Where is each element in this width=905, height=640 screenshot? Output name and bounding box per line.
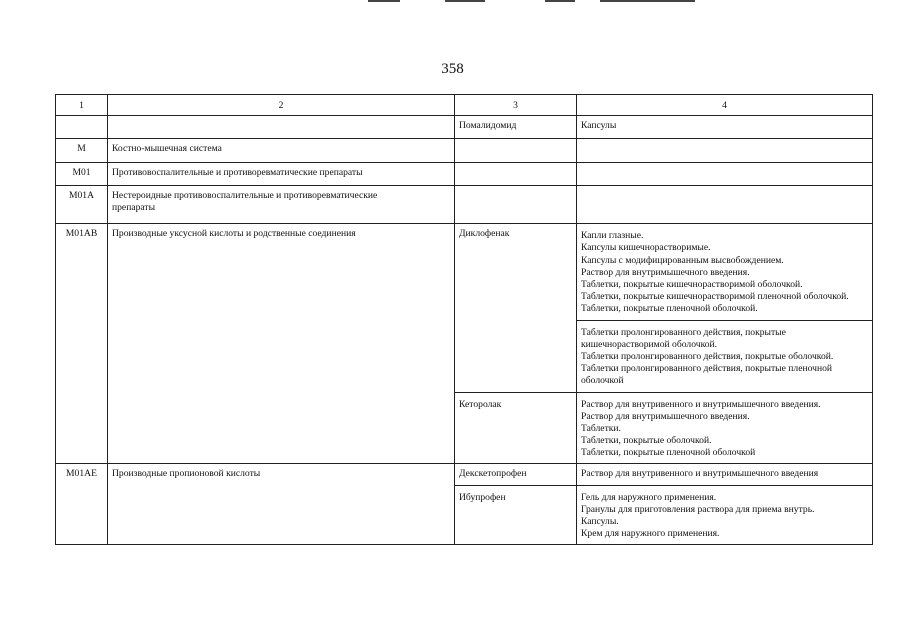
atc-code-cell: M01A (56, 186, 108, 224)
scan-artifact-line (545, 0, 575, 2)
dosage-form-line: Таблетки, покрытые пленочной оболочкой. (581, 303, 758, 315)
dosage-form-line: Гель для наружного применения. (581, 491, 717, 503)
inn-cell: Диклофенак (455, 224, 577, 392)
column-header-1: 1 (56, 95, 108, 116)
dosage-form-line: Таблетки, покрытые кишечнорастворимой пленочной оболочкой. (581, 291, 849, 303)
inn-cell: Декскетопрофен (455, 463, 577, 485)
dosage-form-line: Капли глазные. (581, 230, 644, 242)
dosage-form-line: Капсулы. (581, 516, 619, 528)
column-header-2: 2 (108, 95, 455, 116)
inn-cell: Кеторолак (455, 392, 577, 463)
inn-cell (455, 186, 577, 224)
dosage-form-line: Таблетки пролонгированного действия, покрытые оболочкой. (581, 351, 834, 363)
inn-cell: Помалидомид (455, 116, 577, 139)
table-row-m (56, 139, 873, 163)
dosage-form-line: Гранулы для приготовления раствора для приема внутрь. (581, 503, 815, 515)
scan-artifact-line (445, 0, 485, 2)
table-row-m01 (56, 163, 873, 186)
dosage-form-line: Раствор для внутривенного и внутримышечного введения. (581, 398, 821, 410)
dosage-form-line: Таблетки пролонгированного действия, покрытые пленочной оболочкой (581, 363, 833, 387)
dosage-form-cell (577, 485, 873, 545)
dosage-form-line: Таблетки, покрытые кишечнорастворимой оболочкой. (581, 279, 803, 291)
atc-code-cell: M01 (56, 163, 108, 186)
dosage-form-line: Таблетки пролонгированного действия, покрытые кишечнорастворимой оболочкой. (581, 326, 786, 350)
scan-artifact-line (368, 0, 400, 2)
table-header-row (56, 95, 873, 116)
table-row-pomalidomide (56, 116, 873, 139)
dosage-form-line: Капсулы с модифицированным высвобождением. (581, 254, 784, 266)
group-name-cell: Противовоспалительные и противоревматические препараты (108, 163, 455, 186)
dosage-form-cell: Раствор для внутривенного и внутримышечного введения (577, 463, 873, 485)
table-row-diclofenac-a (56, 224, 873, 320)
atc-code-cell: M (56, 139, 108, 163)
atc-code-cell: M01AB (56, 224, 108, 463)
group-name-text: Нестероидные противовоспалительные и противоревматические препараты (112, 190, 378, 214)
dosage-form-cell (577, 224, 873, 320)
page-number: 358 (441, 61, 464, 77)
dosage-form-cell (577, 186, 873, 224)
atc-code-cell: M01AE (56, 463, 108, 545)
group-name-cell: Производные пропионовой кислоты (108, 463, 455, 545)
scan-artifact-line (600, 0, 695, 2)
dosage-form-cell (577, 320, 873, 392)
inn-cell (455, 139, 577, 163)
column-header-3: 3 (455, 95, 577, 116)
drug-classification-table (55, 94, 873, 545)
dosage-form-cell: Капсулы (577, 116, 873, 139)
atc-code-cell (56, 116, 108, 139)
dosage-form-line: Раствор для внутримышечного введения. (581, 410, 750, 422)
group-name-cell (108, 116, 455, 139)
column-header-4: 4 (577, 95, 873, 116)
group-name-cell: Костно-мышечная система (108, 139, 455, 163)
dosage-form-cell (577, 139, 873, 163)
inn-cell: Ибупрофен (455, 485, 577, 545)
dosage-form-cell (577, 392, 873, 463)
table-row-dexketoprofen (56, 463, 873, 485)
dosage-form-line: Таблетки, покрытые оболочкой. (581, 435, 712, 447)
group-name-cell (108, 186, 455, 224)
dosage-form-line: Крем для наружного применения. (581, 528, 720, 540)
dosage-form-line: Таблетки. (581, 423, 621, 435)
dosage-form-line: Капсулы кишечнорастворимые. (581, 242, 711, 254)
dosage-form-line: Таблетки, покрытые пленочной оболочкой (581, 447, 756, 459)
dosage-form-cell (577, 163, 873, 186)
table-row-m01a (56, 186, 873, 224)
inn-cell (455, 163, 577, 186)
dosage-form-line: Раствор для внутримышечного введения. (581, 266, 750, 278)
group-name-cell: Производные уксусной кислоты и родственные соединения (108, 224, 455, 463)
